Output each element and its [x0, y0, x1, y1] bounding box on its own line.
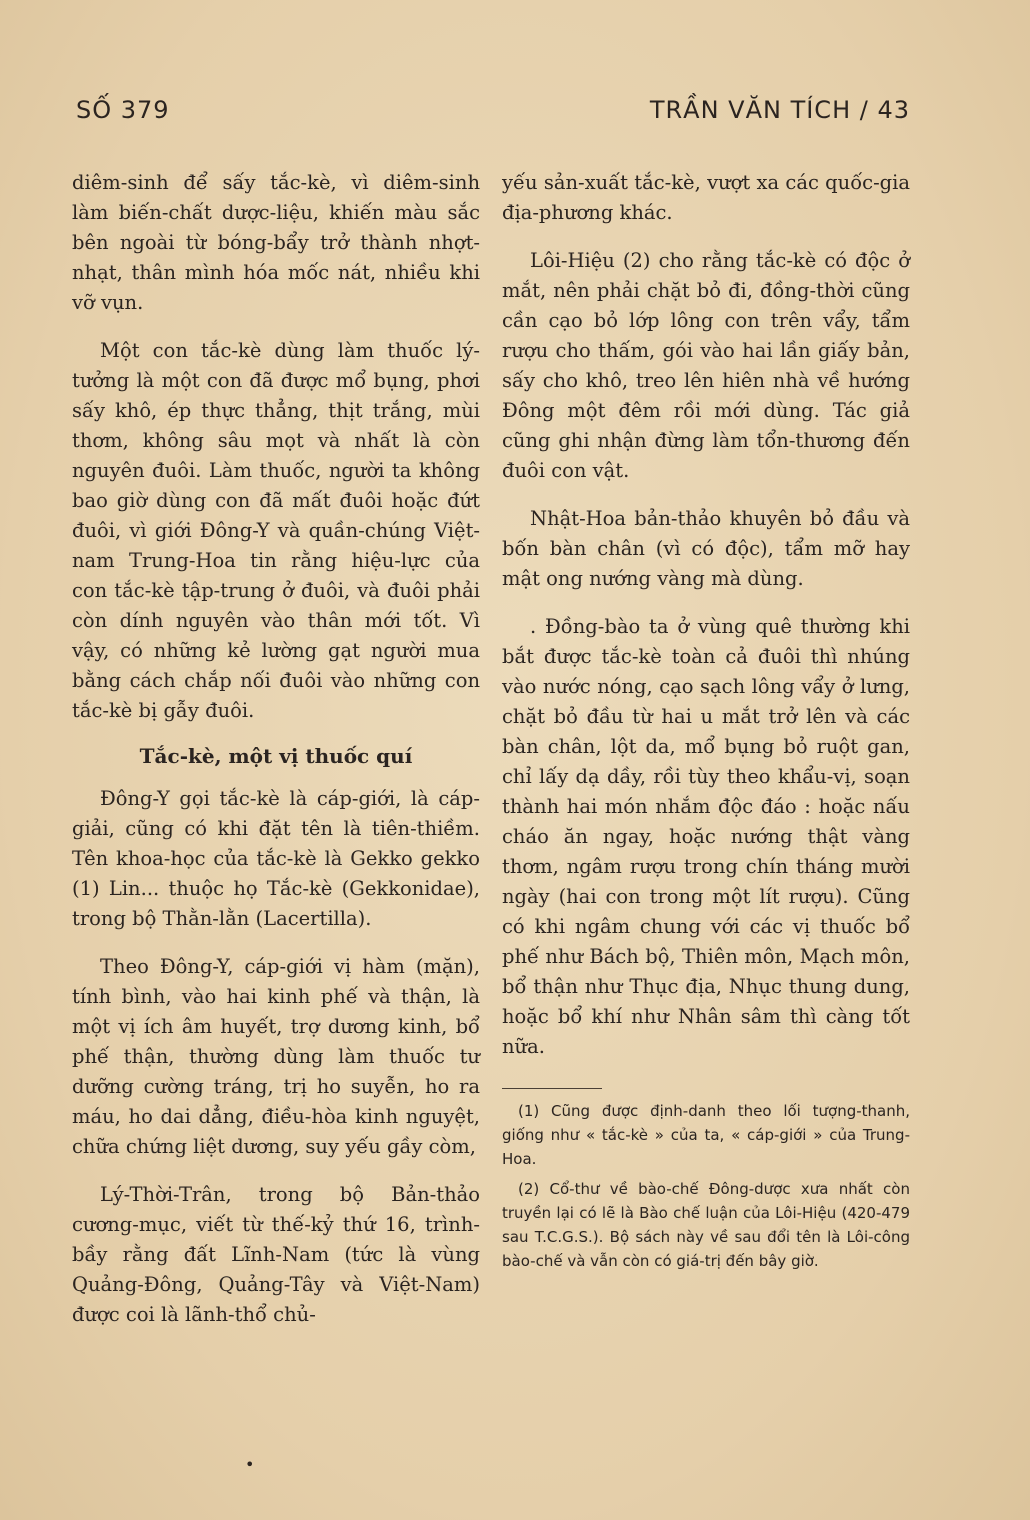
paragraph: yếu sản-xuất tắc-kè, vượt xa các quốc-gia địa-phương khác.: [502, 171, 910, 224]
paragraph: Lý-Thời-Trân, trong bộ Bản-thảo cương-mục, viết từ thế-kỷ thứ 16, trình-bầy rằng đất Lĩnh-Nam (tức là vùng Quảng-Đông, Quảng-Tây và Việt-Nam) được coi là lãnh-thổ chủ-: [72, 1183, 480, 1326]
right-column: [502, 168, 910, 1348]
page-dot: •: [245, 1455, 255, 1474]
issue-number: SỐ 379: [76, 96, 170, 124]
author-page-number: TRẦN VĂN TÍCH / 43: [649, 96, 910, 124]
paragraph: . Đồng-bào ta ở vùng quê thường khi bắt được tắc-kè toàn cả đuôi thì nhúng vào nước nóng, cạo sạch lông vẩy ở lưng, chặt bỏ đầu từ hai u mắt trở lên và các bàn chân, lột da, mổ bụng bỏ ruột gan, chỉ lấy dạ dầy, rồi tùy theo khẩu-vị, soạn thành hai món nhắm độc đáo : hoặc nấu cháo ăn ngay, hoặc nướng thật vàng thơm, ngâm rượu trong chín tháng mười ngày (hai con trong một lít rượu). Cũng có khi ngâm chung với các vị thuốc bổ phế như Bách bộ, Thiên môn, Mạch môn, bổ thận như Thục địa, Nhục thung dung, hoặc bổ khí như Nhân sâm thì càng tốt nữa.: [502, 615, 910, 1058]
footnote-divider: [502, 1088, 602, 1089]
text-columns: [72, 168, 910, 1348]
paragraph: Lôi-Hiệu (2) cho rằng tắc-kè có độc ở mắt, nên phải chặt bỏ đi, đồng-thời cũng cần cạo bỏ lớp lông con trên vẩy, tẩm rượu cho thấm, gói vào hai lần giấy bản, sấy cho khô, treo lên hiên nhà về hướng Đông một đêm rồi mới dùng. Tác giả cũng ghi nhận đừng làm tổn-thương đến đuôi con vật.: [502, 249, 910, 482]
paragraph: Một con tắc-kè dùng làm thuốc lý-tưởng là một con đã được mổ bụng, phơi sấy khô, ép thực thẳng, thịt trắng, mùi thơm, không sâu mọt và nhất là còn nguyên đuôi. Làm thuốc, người ta không bao giờ dùng con đã mất đuôi hoặc đứt đuôi, vì giới Đông-Y và quần-chúng Việt-nam Trung-Hoa tin rằng hiệu-lực của con tắc-kè tập-trung ở đuôi, và đuôi phải còn dính nguyên vào thân mới tốt. Vì vậy, có những kẻ lường gạt người mua bằng cách chắp nối đuôi vào những con tắc-kè bị gẫy đuôi.: [72, 339, 480, 722]
paragraph: Theo Đông-Y, cáp-giới vị hàm (mặn), tính bình, vào hai kinh phế và thận, là một vị ích âm huyết, trợ dương kinh, bổ phế thận, thường dùng làm thuốc tư dưỡng cường tráng, trị ho suyễn, ho ra máu, ho dai dẳng, điều-hòa kinh nguyệt, chữa chứng liệt dương, suy yếu gầy còm,: [72, 955, 480, 1158]
page-header: [76, 96, 910, 124]
left-column: [72, 168, 480, 1348]
paragraph: Nhật-Hoa bản-thảo khuyên bỏ đầu và bốn bàn chân (vì có độc), tẩm mỡ hay mật ong nướng vàng mà dùng.: [502, 507, 910, 590]
paragraph: Đông-Y gọi tắc-kè là cáp-giới, là cáp-giải, cũng có khi đặt tên là tiên-thiềm. Tên khoa-học của tắc-kè là Gekko gekko (1) Lin... thuộc họ Tắc-kè (Gekkonidae), trong bộ Thằn-lằn (Lacertilla).: [72, 787, 480, 930]
footnote-1: (1) Cũng được định-danh theo lối tượng-thanh, giống như « tắc-kè » của ta, « cáp-giới » của Trung-Hoa.: [502, 1102, 910, 1168]
footnotes: [502, 1088, 910, 1273]
footnote-2: (2) Cổ-thư về bào-chế Đông-dược xưa nhất còn truyền lại có lẽ là Bào chế luận của Lôi-Hiệu (420-479 sau T.C.G.S.). Bộ sách này về sau đổi tên là Lôi-công bào-chế và vẫn còn có giá-trị đến bây giờ.: [502, 1180, 910, 1270]
section-heading: Tắc-kè, một vị thuốc quí: [139, 744, 413, 768]
paragraph: diêm-sinh để sấy tắc-kè, vì diêm-sinh làm biến-chất dược-liệu, khiến màu sắc bên ngoài từ bóng-bẩy trở thành nhợt-nhạt, thân mình hóa mốc nát, nhiều khi vỡ vụn.: [72, 171, 480, 314]
